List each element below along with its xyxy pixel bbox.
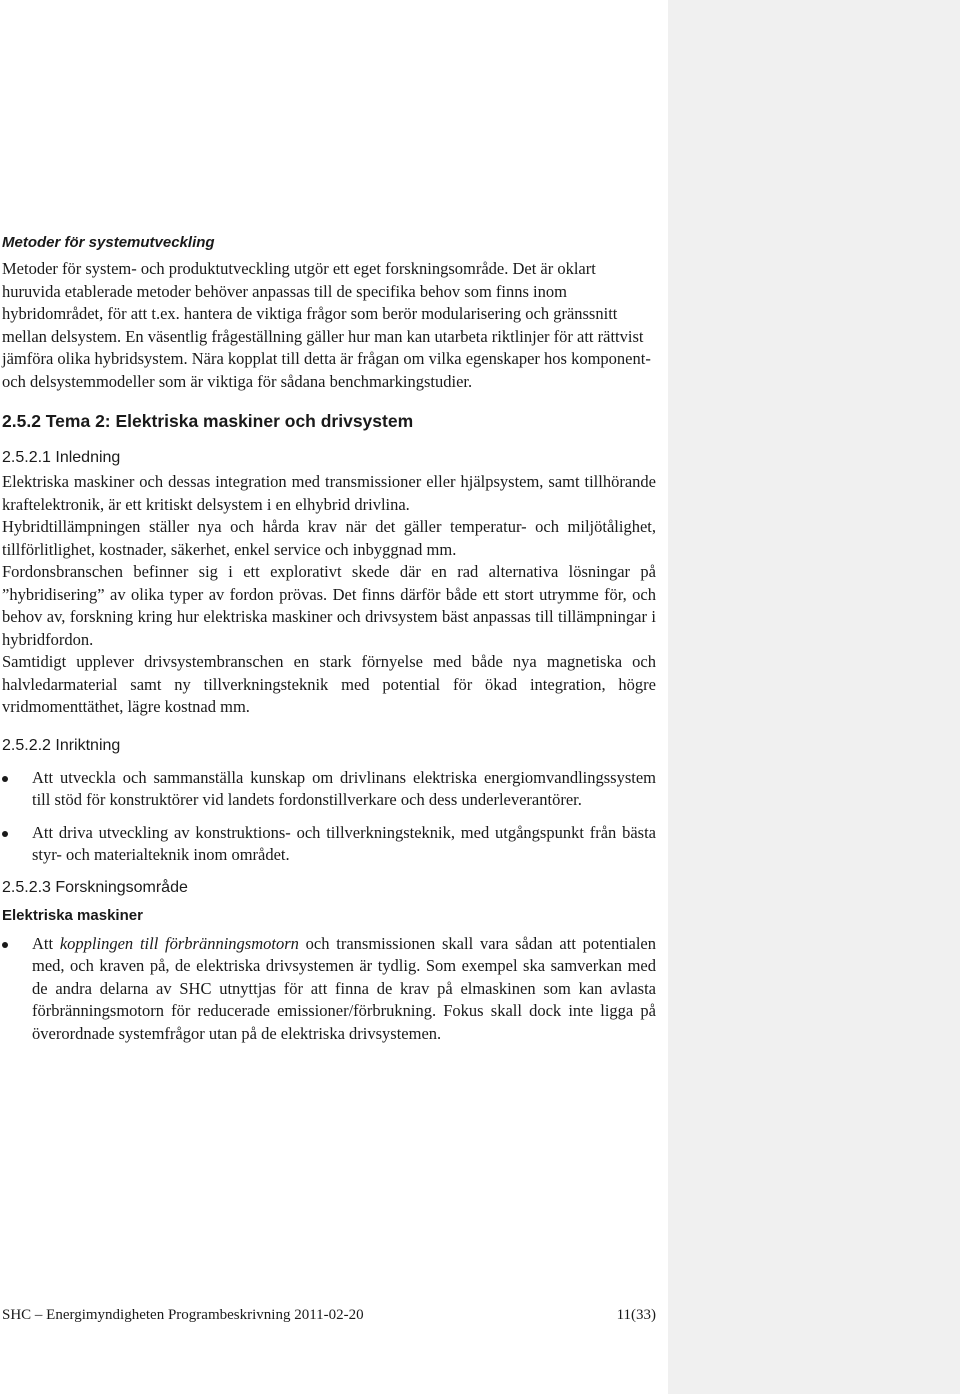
bullet-text: Att utveckla och sammanställa kunskap om drivlinans elektriska energiomvandlingssystem till stöd för konstruktörer vid landets fordonstillverkare och dess underleverantörer.	[32, 767, 656, 809]
bullet-icon	[2, 831, 8, 837]
intro-paragraph-2: Hybridtillämpningen ställer nya och hårda krav när det gäller temperatur- och miljötålighet, tillförlitlighet, kostnader, säkerhet, enkel service och inbyggnad mm.	[2, 517, 656, 559]
bullet-icon	[2, 942, 8, 948]
bullet-prefix: Att	[32, 933, 60, 953]
bullet-rest: och transmissionen skall vara sådan att potentialen med, och kraven på, de elektriska drivsystemen är tydlig. Som exempel ska samverkan med de andra delarna av SHC utnyttjas för att finna de krav på elmaskinen som kan avlasta förbränningsmotorn för reducerade emissioner/förbrukning. Fokus skall dock inte ligga på överordnade systemfrågor utan på de elektriska drivsystemen.	[32, 933, 656, 1043]
section-2-5-2-heading: 2.5.2 Tema 2: Elektriska maskiner och drivsystem	[2, 411, 414, 431]
section-2-5-2-3-heading: 2.5.2.3 Forskningsområde	[2, 878, 188, 896]
research-bullet-list	[2, 933, 656, 1046]
section-2-5-2-2-heading: 2.5.2.2 Inriktning	[2, 736, 121, 754]
list-item	[2, 933, 656, 1046]
footer-page-number: 11(33)	[616, 1307, 656, 1323]
list-item	[2, 822, 656, 867]
footer-document-info: SHC – Energimyndigheten Programbeskrivning 2011-02-20	[2, 1307, 364, 1323]
bullet-icon	[2, 776, 8, 782]
list-item	[2, 767, 656, 812]
bullet-text	[32, 933, 656, 1046]
intro-paragraph-3: Fordonsbranschen befinner sig i ett explorativt skede där en rad alternativa lösningar på ”hybridisering” av olika typer av fordon prövas. Det finns därför både ett stort utrymme för, och behov av, forskning kring hur elektriska maskiner och drivsystem bäst anpassas till tillämpningar i hybridfordon.	[2, 562, 656, 649]
page-content	[2, 232, 656, 1045]
comment-margin	[668, 0, 960, 1394]
intro-paragraph-1: Elektriska maskiner och dessas integration med transmissioner eller hjälpsystem, samt tillhörande kraftelektronik, är ett kritiskt delsystem i en elhybrid drivlina.	[2, 472, 656, 514]
electric-machines-subheading: Elektriska maskiner	[2, 906, 143, 924]
section-2-5-2-1-heading: 2.5.2.1 Inledning	[2, 449, 121, 466]
bullet-emphasis: kopplingen till förbränningsmotorn	[59, 933, 299, 953]
bullet-text: Att driva utveckling av konstruktions- och tillverkningsteknik, med utgångspunkt från bästa styr- och materialteknik inom området.	[32, 822, 656, 864]
methods-heading: Metoder för systemutveckling	[2, 234, 215, 251]
methods-paragraph: Metoder för system- och produktutveckling utgör ett eget forskningsområde. Det är oklart huruvida etablerade metoder behöver anpassas till de specifika behov som finns inom hybridområdet, för att t.ex. hantera de viktiga frågor som berör modularisering och gränssnitt mellan delsystem. En väsentlig frågeställning gäller hur man kan utarbeta riktlinjer för att rättvist jämföra olika hybridsystem. Nära kopplat till detta är frågan om vilka egenskaper hos komponent- och delsystemmodeller som är viktiga för sådana benchmarkingstudier.	[2, 259, 651, 391]
direction-bullet-list	[2, 767, 656, 867]
intro-paragraph-4: Samtidigt upplever drivsystembranschen en stark förnyelse med både nya magnetiska och halvledarmaterial samt ny tillverkningsteknik med potential för ökad integration, högre vridmomenttäthet, lägre kostnad mm.	[2, 652, 656, 716]
